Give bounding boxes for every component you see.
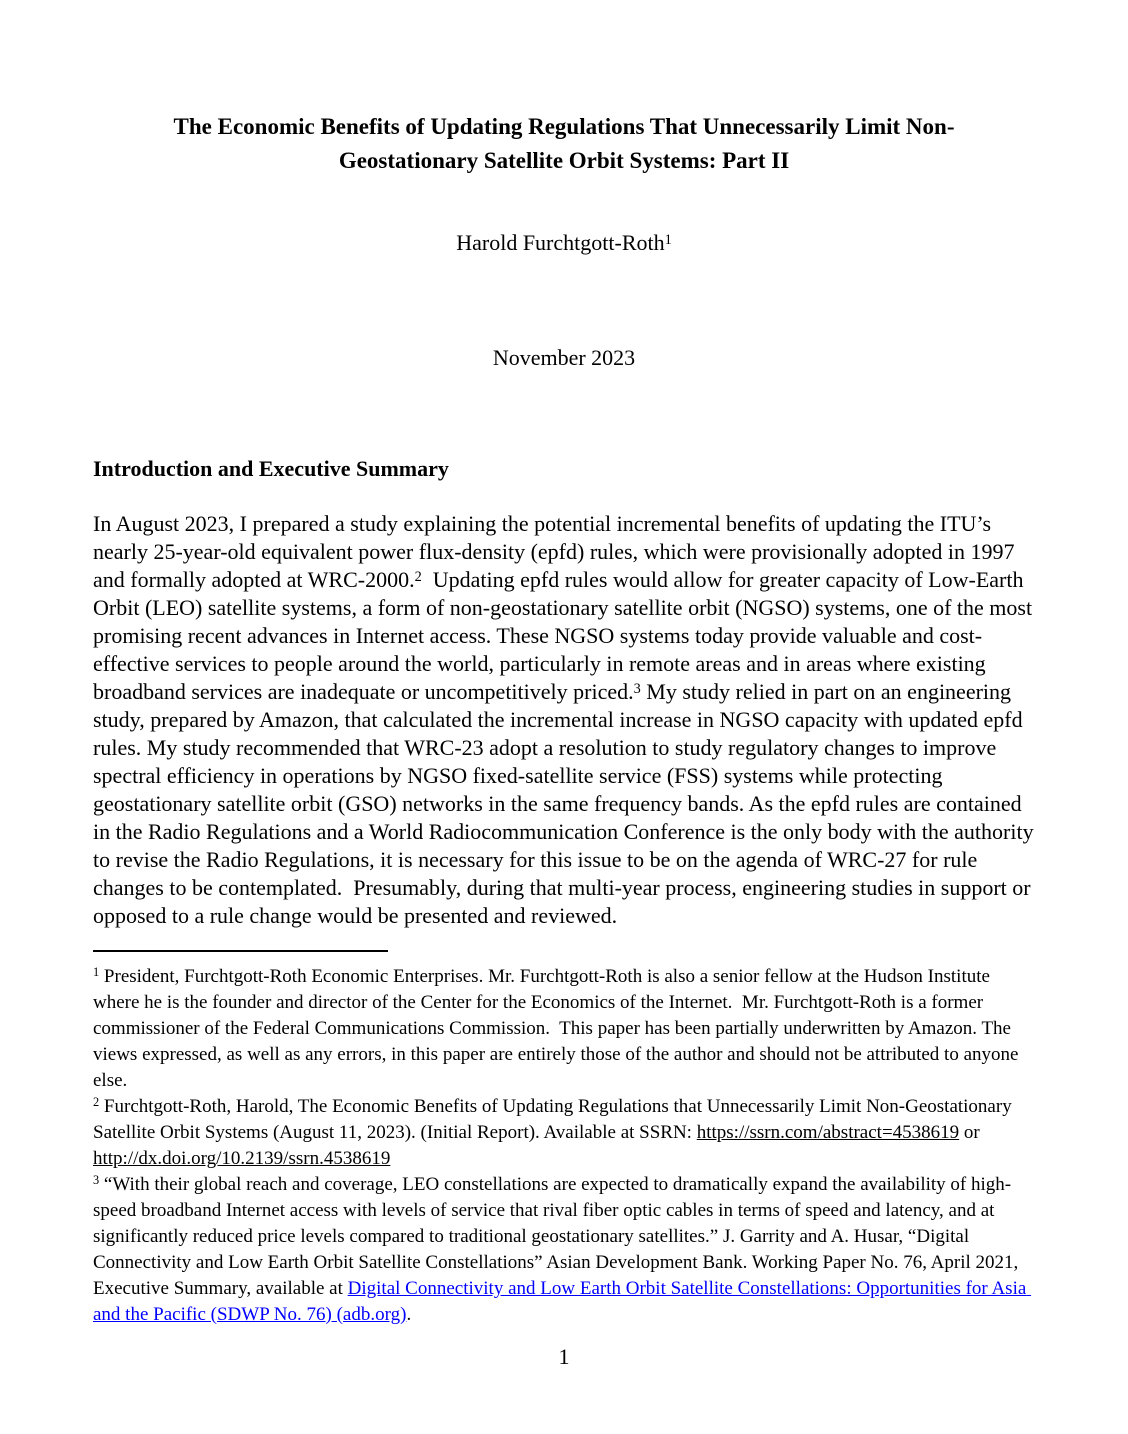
footnote-marker: 2 bbox=[93, 1095, 100, 1110]
paper-title: The Economic Benefits of Updating Regulations That Unnecessarily Limit Non-Geostationary Satellite Orbit Systems: Part II bbox=[173, 114, 955, 173]
footnote-2: $^2$ Furchtgott-Roth, Harold, The Economic Benefits of Updating Regulations that Unnecessarily Limit Non-Geostationary Satellite Orbit Systems (August 11, 2023). (Initial Report). Available at SSRN: https://ssrn.com/abstract=4538619 or http://dx.doi.org/10.2139/ssrn.4538619 bbox=[93, 1095, 1017, 1169]
footnote-marker: 3 bbox=[93, 1173, 100, 1188]
footnote-marker: 3 bbox=[633, 680, 641, 697]
author-line: Harold Furchtgott-Roth$^1$ bbox=[456, 230, 672, 255]
adb-link[interactable]: Digital Connectivity and Low Earth Orbit Satellite Constellations: Opportunities for Asia and the Pacific (SDWP No. 76) (adb.org) bbox=[93, 1278, 1032, 1325]
footnote-area bbox=[93, 950, 1035, 1328]
footnote-marker: 2 bbox=[414, 568, 422, 585]
doi-link[interactable]: http://dx.doi.org/10.2139/ssrn.4538619 bbox=[93, 1148, 391, 1169]
page-number: 1 bbox=[558, 1344, 570, 1369]
footnote-marker: 1 bbox=[93, 965, 100, 980]
footnote-1: $^1$ President, Furchtgott-Roth Economic Enterprises. Mr. Furchtgott-Roth is also a senior fellow at the Hudson Institute where he is the founder and director of the Center for the Economics of the Internet. Mr. Furchtgott-Roth is a former commissioner of the Federal Communications Commission. This paper has been partially underwritten by Amazon. The views expressed, as well as any errors, in this paper are entirely those of the author and should not be attributed to anyone else. bbox=[93, 965, 1024, 1091]
footnote-3: $^3$ “With their global reach and coverage, LEO constellations are expected to dramatically expand the availability of high-speed broadband Internet access with levels of service that rival fiber optic cables in terms of speed and latency, and at significantly reduced price levels compared to traditional geostationary satellites.” J. Garrity and A. Husar, “Digital Connectivity and Low Earth Orbit Satellite Constellations” Asian Development Bank. Working Paper No. 76, April 2021, Executive Summary, available at Digital Connectivity and Low Earth Orbit Satellite Constellations: Opportunities for Asia and the Pacific (SDWP No. 76) (adb.org). bbox=[93, 1173, 1032, 1325]
date-line: November 2023 bbox=[492, 345, 636, 370]
section-heading: Introduction and Executive Summary bbox=[93, 456, 449, 481]
footnote-marker: 1 bbox=[664, 231, 672, 248]
footnote-separator bbox=[93, 950, 388, 952]
ssrn-link[interactable]: https://ssrn.com/abstract=4538619 bbox=[696, 1122, 960, 1143]
body-paragraph: In August 2023, I prepared a study explaining the potential incremental benefits of updating the ITU’s nearly 25-year-old equivalent power flux-density (epfd) rules, which were provisionally adopted in 1997 and formally adopted at WRC-2000.$^2$ Updating epfd rules would allow for greater capacity of Low-Earth Orbit (LEO) satellite systems, a form of non-geostationary satellite orbit (NGSO) systems, one of the most promising recent advances in Internet access. These NGSO systems today provide valuable and cost-effective services to people around the world, particularly in remote areas and in areas where existing broadband services are inadequate or uncompetitively priced.$^3$ My study relied in part on an engineering study, prepared by Amazon, that calculated the incremental increase in NGSO capacity with updated epfd rules. My study recommended that WRC-23 adopt a resolution to study regulatory changes to improve spectral efficiency in operations by NGSO fixed-satellite service (FSS) systems while protecting geostationary satellite orbit (GSO) networks in the same frequency bands. As the epfd rules are contained in the Radio Regulations and a World Radiocommunication Conference is the only body with the authority to revise the Radio Regulations, it is necessary for this issue to be on the agenda of WRC-27 for rule changes to be contemplated. Presumably, during that multi-year process, engineering studies in support or opposed to a rule change would be presented and reviewed. bbox=[93, 511, 1040, 928]
